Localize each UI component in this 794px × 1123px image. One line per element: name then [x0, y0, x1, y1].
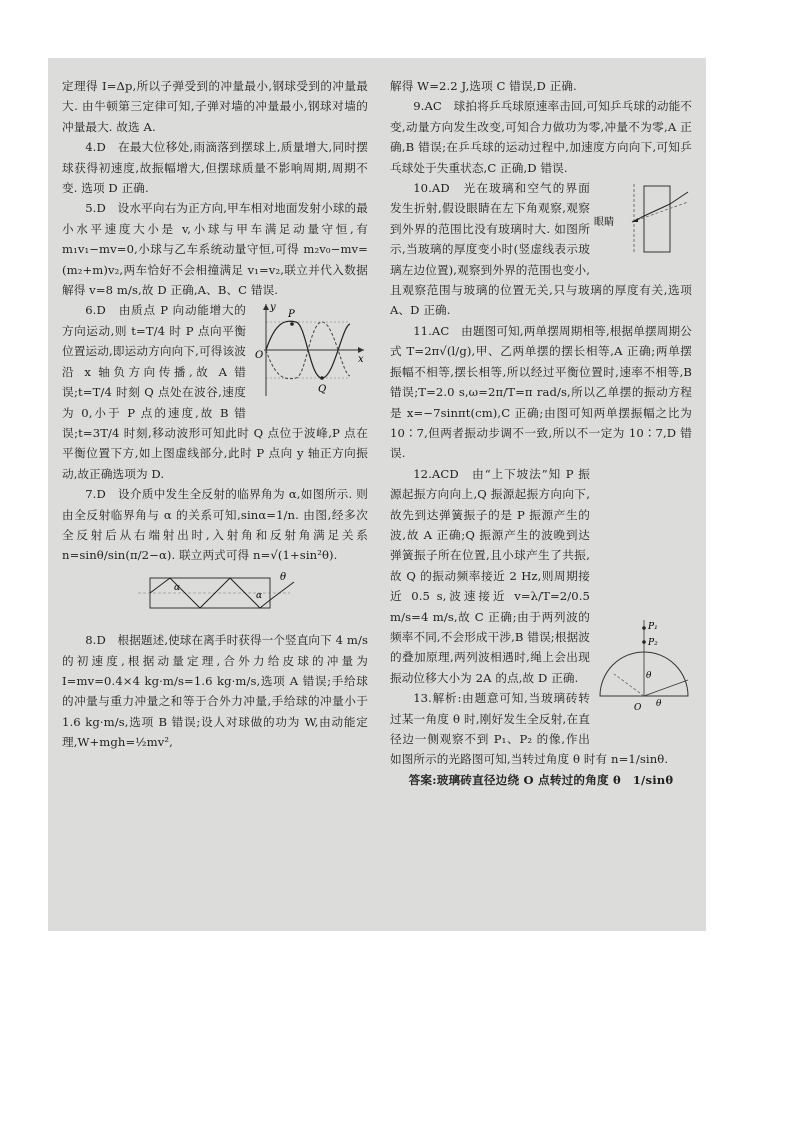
answer-12: 12.ACD 由“上下坡法”知 P 振源起振方向向上,Q 振源起振方向向下,故先到达弹簧振子的是 P 振源产生的波,故 A 正确;Q 振源产生的波晚到达弹簧振子所在位置,且小球产生了共振,故 Q 的振动频率接近 2 Hz,则周期接近 0.5 s,波速接近 v=λ/T=2/0.5 m/s=4 m/s,故 C 正确;由于两列波的频率不同,不会形成干涉,B 错误;根据波的叠加原理,两列波相遇时,绳上会出现振动位移大小为 2A 的点,故 D 正确. [390, 466, 590, 685]
fig-wave-p: P [288, 309, 295, 321]
fig-wave-y: y [270, 302, 276, 314]
answer-8: 8.D 根据题述,使球在离手时获得一个竖直向下 4 m/s 的初速度,根据动量定理,合外力给皮球的冲量为 I=mv=0.4×4 kg·m/s=1.6 kg·m/s,选项 A 错误;手给球的冲量与重力冲量之和等于合外力冲量,手给球的冲量小于 1.6 kg·m/s,选项 B 错误;设人对球做的功为 W,由动能定理,W+mgh=½mv², [62, 633, 369, 750]
prism-figure [62, 570, 368, 626]
answer-page [48, 58, 706, 931]
fig-prism-alpha-2: α [256, 590, 263, 601]
wave-figure [252, 300, 368, 406]
answer-11: 11.AC 由题图可知,两单摆周期相等,根据单摆周期公式 T=2π√(l/g),甲、乙两单摆的摆长相等,A 正确;两单摆振幅不相等,摆长相等,所以经过平衡位置时,速率不相等,B 错误;T=2.0 s,ω=2π/T=π rad/s,所以乙单摆的振动方程是 x=−7sinπt(cm),C 正确;由图可知两单摆振幅之比为 10∶7,但两者振动步调不一致,所以不一定为 10∶7,D 错误. [390, 323, 692, 461]
semicircle-figure [594, 614, 692, 730]
answer-8-continued: 解得 W=2.2 J,选项 C 错误,D 正确. [390, 79, 577, 93]
fig-semi-o: O [634, 702, 642, 713]
answer-10: 10.AD 光在玻璃和空气的界面发生折射,假设眼睛在左下角观察,观察到外界的范围比没有玻璃时大. 如图所示,当玻璃的厚度变小时(竖虚线表示玻璃左边位置),观察到外界的范围也变小,且观察范围与玻璃的位置无关,只与玻璃的厚度有关,选项 A、D 正确. [390, 181, 692, 318]
fig-semi-theta-2: θ [656, 698, 662, 709]
answer-7: 7.D 设介质中发生全反射的临界角为 α,如图所示. 则由全反射临界角与 α 的关系可知,sinα=1/n. 由图,经多次全反射后从右端射出时,入射角和反射角满足关系 n=sinθ/sin(π/2−α). 联立两式可得 n=√(1+sin²θ). [62, 487, 368, 563]
fig-semi-p1: P₁ [648, 621, 658, 632]
fig-glass-eye: 眼睛 [594, 217, 615, 229]
fig-semi-theta-1: θ [646, 670, 652, 681]
glass-figure [594, 180, 692, 264]
answer-9: 9.AC 球拍将乒乓球原速率击回,可知乒乓球的动能不变,动量方向发生改变,可知合力做功为零,冲量不为零,A 正确,B 错误;在乒乓球的运动过程中,加速度方向向下,可知乒乓球处于失重状态,C 正确,D 错误. [390, 99, 692, 175]
answer-13: 13.解析:由题意可知,当玻璃砖转过某一角度 θ 时,刚好发生全反射,在直径边一侧观察不到 P₁、P₂ 的像,作出如图所示的光路图可知,当转过角度 θ 时有 n=1/sinθ. [390, 691, 669, 767]
paragraph-intro: 定理得 I=Δp,所以子弹受到的冲量最小,钢球受到的冲量最大. 由牛顿第三定律可知,子弹对墙的冲量最小,钢球对墙的冲量最大. 故选 A. [62, 79, 368, 134]
answer-5: 5.D 设水平向右为正方向,甲车相对地面发射小球的最小水平速度大小是 v,小球与甲车满足动量守恒,有 m₁v₁−mv=0,小球与乙车系统动量守恒,可得 m₂v₀−mv=(m₂+m)v₂,两车恰好不会相撞满足 v₁=v₂,联立并代入数据解得 v=8 m/s,故 D 正确,A、B、C 错误. [62, 201, 368, 298]
final-answer: 答案:玻璃砖直径边绕 O 点转过的角度 θ 1/sinθ [408, 772, 674, 787]
fig-prism-theta: θ [280, 571, 287, 583]
fig-wave-x: x [358, 354, 364, 366]
fig-prism-alpha-1: α [174, 582, 181, 593]
fig-wave-o: O [255, 350, 264, 362]
fig-semi-p2: P₂ [648, 637, 658, 648]
right-column [390, 76, 692, 790]
answer-4: 4.D 在最大位移处,雨滴落到摆球上,质量增大,同时摆球获得初速度,故振幅增大,但摆球质量不影响周期,周期不变. 选项 D 正确. [62, 140, 368, 196]
fig-wave-q: Q [318, 384, 327, 396]
left-column [62, 76, 368, 753]
answer-6: 6.D 由质点 P 向动能增大的方向运动,则 t=T/4 时 P 点向平衡位置运动,即运动方向向下,可得该波沿 x 轴负方向传播,故 A 错误;t=T/4 时刻 Q 点处在波谷,速度为 0,小于 P 点的速度,故 B 错误;t=3T/4 时刻,移动波形可知此时 Q 点位于波峰,P 点在平衡位置下方,如上图虚线部分,此时 P 点向 y 轴正方向振动,故正确选项为 D. [62, 303, 368, 481]
